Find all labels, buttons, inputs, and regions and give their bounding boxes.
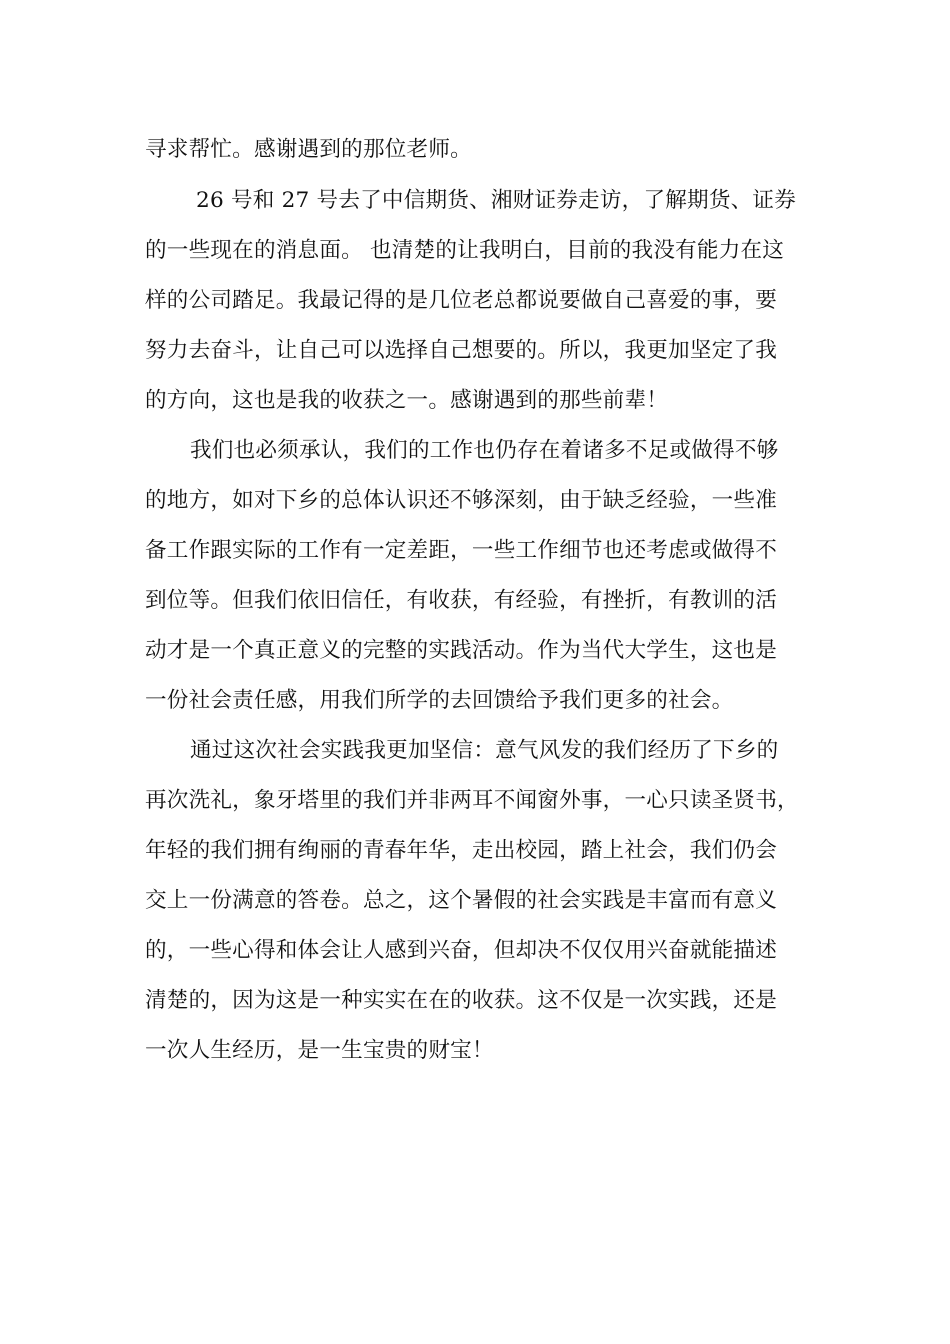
text-line: 通过这次社会实践我更加坚信：意气风发的我们经历了下乡的 [190, 738, 779, 763]
text-line: 26 号和 27 号去了中信期货、湘财证券走访，了解期货、证券 [196, 188, 796, 213]
text-line: 年轻的我们拥有绚丽的青春年华，走出校园，踏上社会，我们仍会 [145, 838, 778, 863]
text-line: 的一些现在的消息面。 也清楚的让我明白，目前的我没有能力在这 [145, 238, 785, 263]
text-line: 的方向，这也是我的收获之一。感谢遇到的那些前辈！ [145, 388, 669, 413]
text-line: 动才是一个真正意义的完整的实践活动。作为当代大学生，这也是 [145, 638, 778, 663]
text-line: 的地方，如对下乡的总体认识还不够深刻，由于缺乏经验，一些准 [145, 488, 778, 513]
text-line: 清楚的，因为这是一种实实在在的收获。这不仅是一次实践，还是 [145, 988, 778, 1013]
text-line: 样的公司踏足。我最记得的是几位老总都说要做自己喜爱的事，要 [145, 288, 778, 313]
text-line: 备工作跟实际的工作有一定差距，一些工作细节也还考虑或做得不 [145, 538, 778, 563]
text-line: 交上一份满意的答卷。总之，这个暑假的社会实践是丰富而有意义 [145, 888, 778, 913]
text-line: 一次人生经历，是一生宝贵的财宝！ [145, 1038, 494, 1063]
text-line: 寻求帮忙。感谢遇到的那位老师。 [145, 137, 472, 162]
text-line: 努力去奋斗，让自己可以选择自己想要的。所以，我更加坚定了我 [145, 338, 778, 363]
text-line: 我们也必须承认，我们的工作也仍存在着诸多不足或做得不够 [190, 438, 779, 463]
text-line: 再次洗礼，象牙塔里的我们并非两耳不闻窗外事，一心只读圣贤书， [145, 788, 799, 813]
text-line: 一份社会责任感，用我们所学的去回馈给予我们更多的社会。 [145, 688, 734, 713]
text-line: 到位等。但我们依旧信任，有收获，有经验，有挫折，有教训的活 [145, 588, 778, 613]
text-line: 的，一些心得和体会让人感到兴奋，但却决不仅仅用兴奋就能描述 [145, 938, 778, 963]
